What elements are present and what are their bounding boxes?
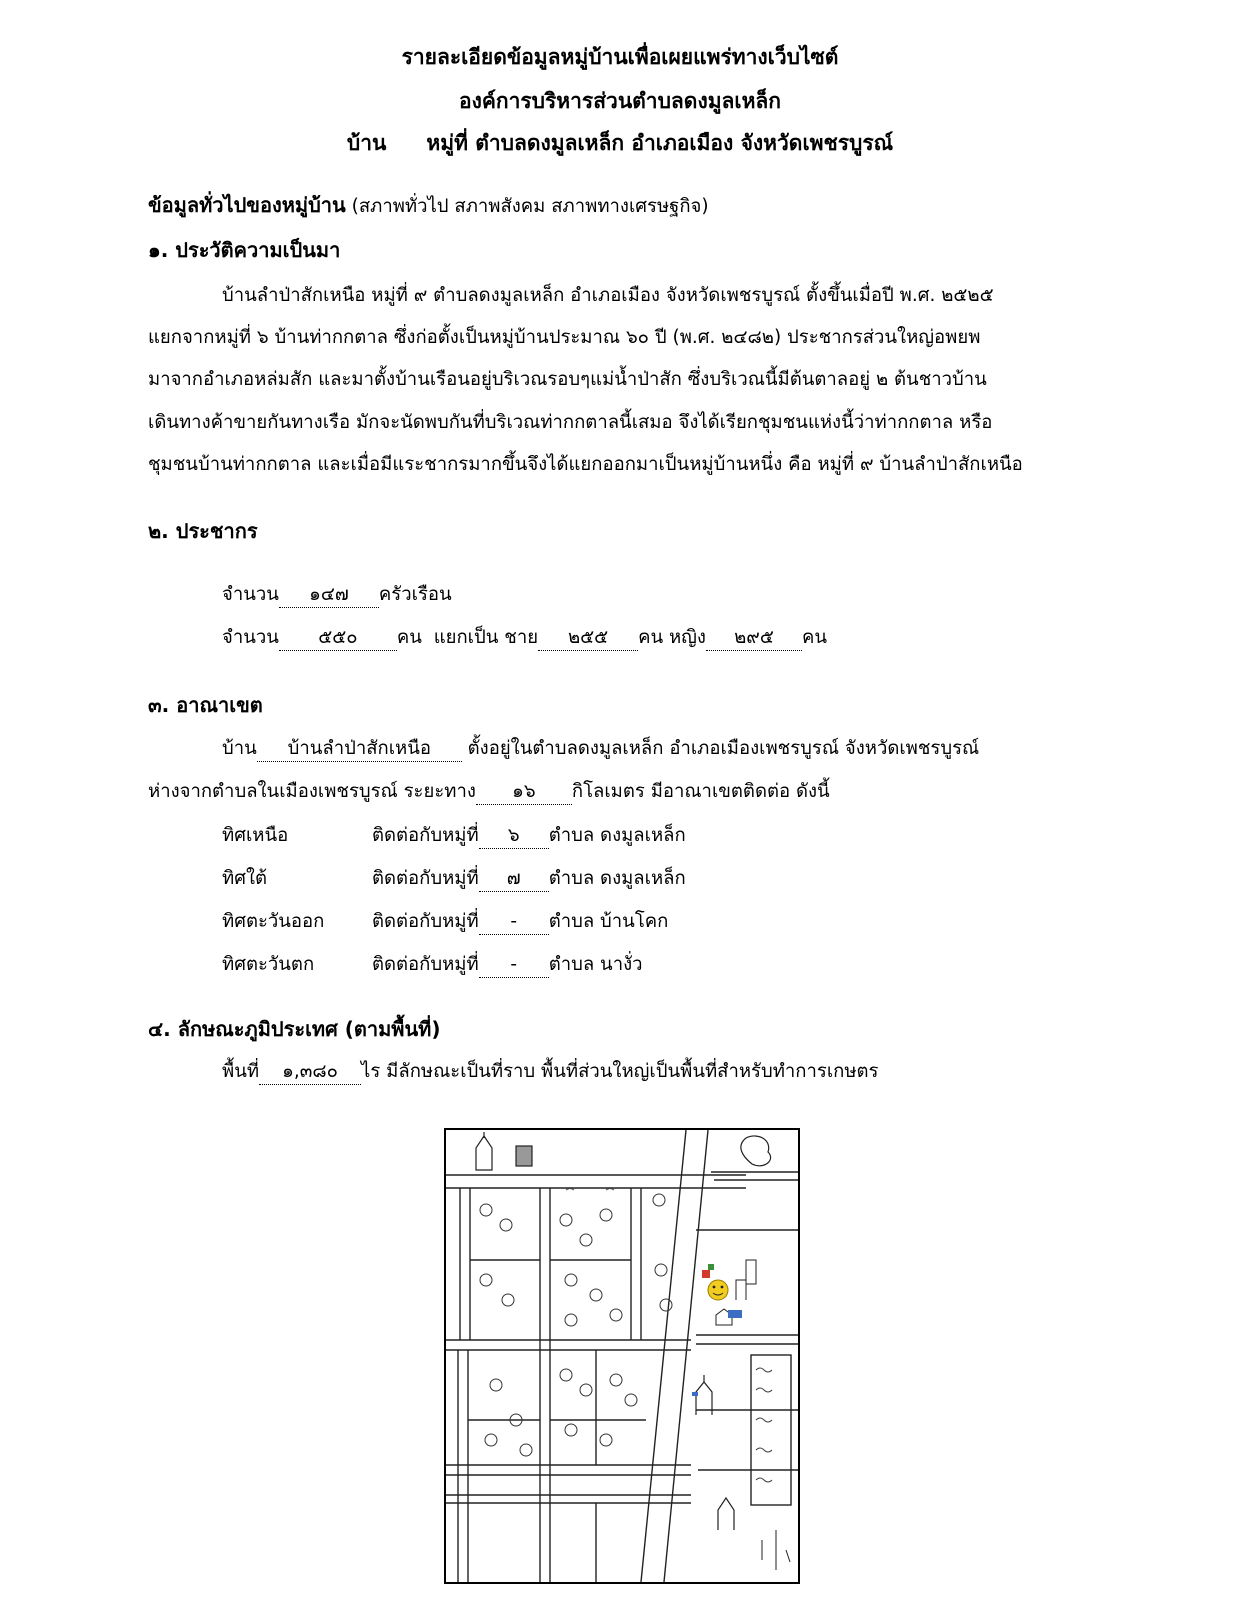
- village-map-drawing: [446, 1130, 798, 1582]
- distance-row: [148, 777, 830, 807]
- border-row-west: [222, 950, 643, 980]
- terrain-heading: ๔. ลักษณะภูมิประเทศ (ตามพื้นที่): [148, 1017, 441, 1041]
- ban-value: บ้านลำป่าสักเหนือ: [257, 737, 462, 762]
- border-tambon: ตำบล ดงมูลเหล็ก: [548, 825, 686, 846]
- border-row-south: [222, 864, 686, 894]
- document-title: รายละเอียดข้อมูลหมู่บ้านเพื่อเผยแพร่ทางเว็บไซต์: [401, 45, 839, 69]
- population-heading: ๒. ประชากร: [148, 519, 258, 543]
- border-direction: ทิศเหนือ: [222, 825, 289, 846]
- general-subheading: (สภาพทั่วไป สภาพสังคม สภาพทางเศรษฐกิจ): [351, 196, 709, 217]
- border-moo: -: [479, 910, 549, 935]
- border-moo: ๗: [479, 867, 549, 892]
- area-value: ๑,๓๘๐: [259, 1060, 361, 1085]
- village-title: [0, 128, 1240, 158]
- people-row: [222, 623, 827, 653]
- border-direction: ทิศตะวันตก: [222, 954, 315, 975]
- households-value: ๑๔๗: [279, 583, 379, 608]
- general-info-heading: [148, 190, 709, 222]
- history-heading: ๑. ประวัติความเป็นมา: [148, 238, 341, 262]
- people-value: ๕๕๐: [279, 626, 397, 651]
- border-moo: -: [479, 953, 549, 978]
- border-direction: ทิศตะวันออก: [222, 911, 325, 932]
- border-tambon: ตำบล บ้านโคก: [548, 911, 669, 932]
- border-label: ติดต่อกับหมู่ที่: [372, 868, 479, 889]
- history-line: มาจากอำเภอหล่มสัก และมาตั้งบ้านเรือนอยู่บริเวณรอบๆแม่น้ำป่าสัก ซึ่งบริเวณนี้มีต้นตาลอยู่ ๒ ต้นชาวบ้าน: [148, 369, 987, 390]
- smiley-marker: [708, 1280, 728, 1300]
- organization-title: องค์การบริหารส่วนตำบลดงมูลเหล็ก: [458, 89, 782, 113]
- male-value: ๒๕๕: [538, 626, 638, 651]
- people-unit: คน: [396, 627, 422, 648]
- village-map: [444, 1128, 800, 1584]
- border-tambon: ตำบล ดงมูลเหล็ก: [548, 868, 686, 889]
- area-row: [222, 1057, 879, 1087]
- history-line: เดินทางค้าขายกันทางเรือ มักจะนัดพบกันที่บริเวณท่ากกตาลนี้เสมอ จึงได้เรียกชุมชนแห่งนี้ว่าท่ากกตาล หรือ: [148, 412, 993, 433]
- border-row-north: [222, 821, 686, 851]
- history-line: บ้านลำป่าสักเหนือ หมู่ที่ ๙ ตำบลดงมูลเหล็ก อำเภอเมือง จังหวัดเพชรบูรณ์ ตั้งขึ้นเมื่อปี พ.ศ. ๒๕๒๕: [222, 285, 994, 306]
- border-label: ติดต่อกับหมู่ที่: [372, 911, 479, 932]
- border-tambon: ตำบล นางั่ว: [548, 954, 643, 975]
- border-label: ติดต่อกับหมู่ที่: [372, 825, 479, 846]
- history-line: ชุมชนบ้านท่ากกตาล และเมื่อมีแระชากรมากขึ้นจึงได้แยกออกมาเป็นหมู่บ้านหนึ่ง คือ หมู่ที่ ๙ บ้านลำป่าสักเหนือ: [148, 454, 1023, 475]
- people-label: จำนวน: [222, 627, 279, 648]
- border-row-east: [222, 907, 668, 937]
- area-label: พื้นที่: [222, 1061, 260, 1082]
- distance-prefix: ห่างจากตำบลในเมืองเพชรบูรณ์ ระยะทาง: [148, 781, 476, 802]
- distance-suffix: กิโลเมตร มีอาณาเขตติดต่อ ดังนี้: [571, 781, 830, 802]
- households-unit: ครัวเรือน: [378, 584, 452, 605]
- female-value: ๒๙๕: [706, 626, 802, 651]
- history-line: แยกจากหมู่ที่ ๖ บ้านท่ากกตาล ซึ่งก่อตั้งเป็นหมู่บ้านประมาณ ๖๐ ปี (พ.ศ. ๒๔๘๒) ประชากรส่วนใหญ่อพยพ: [148, 327, 981, 348]
- territory-village-row: [222, 734, 979, 764]
- village-title-location: หมู่ที่ ตำบลดงมูลเหล็ก อำเภอเมือง จังหวัดเพชรบูรณ์: [426, 131, 894, 155]
- male-unit: คน หญิง: [638, 627, 706, 648]
- location-text: ตั้งอยู่ในตำบลดงมูลเหล็ก อำเภอเมืองเพชรบูรณ์ จังหวัดเพชรบูรณ์: [467, 738, 980, 759]
- households-row: [222, 580, 452, 610]
- village-title-ban: บ้าน: [346, 131, 387, 155]
- border-label: ติดต่อกับหมู่ที่: [372, 954, 479, 975]
- territory-heading: ๓. อาณาเขต: [148, 693, 263, 717]
- border-moo: ๖: [479, 824, 549, 849]
- area-suffix: ไร มีลักษณะเป็นที่ราบ พื้นที่ส่วนใหญ่เป็นพื้นที่สำหรับทำการเกษตร: [361, 1061, 879, 1082]
- border-direction: ทิศใต้: [222, 868, 267, 889]
- split-label: แยกเป็น ชาย: [433, 627, 539, 648]
- female-unit: คน: [801, 627, 827, 648]
- general-heading: ข้อมูลทั่วไปของหมู่บ้าน: [148, 193, 346, 217]
- ban-label: บ้าน: [222, 738, 257, 759]
- households-label: จำนวน: [222, 584, 279, 605]
- distance-value: ๑๖: [476, 780, 572, 805]
